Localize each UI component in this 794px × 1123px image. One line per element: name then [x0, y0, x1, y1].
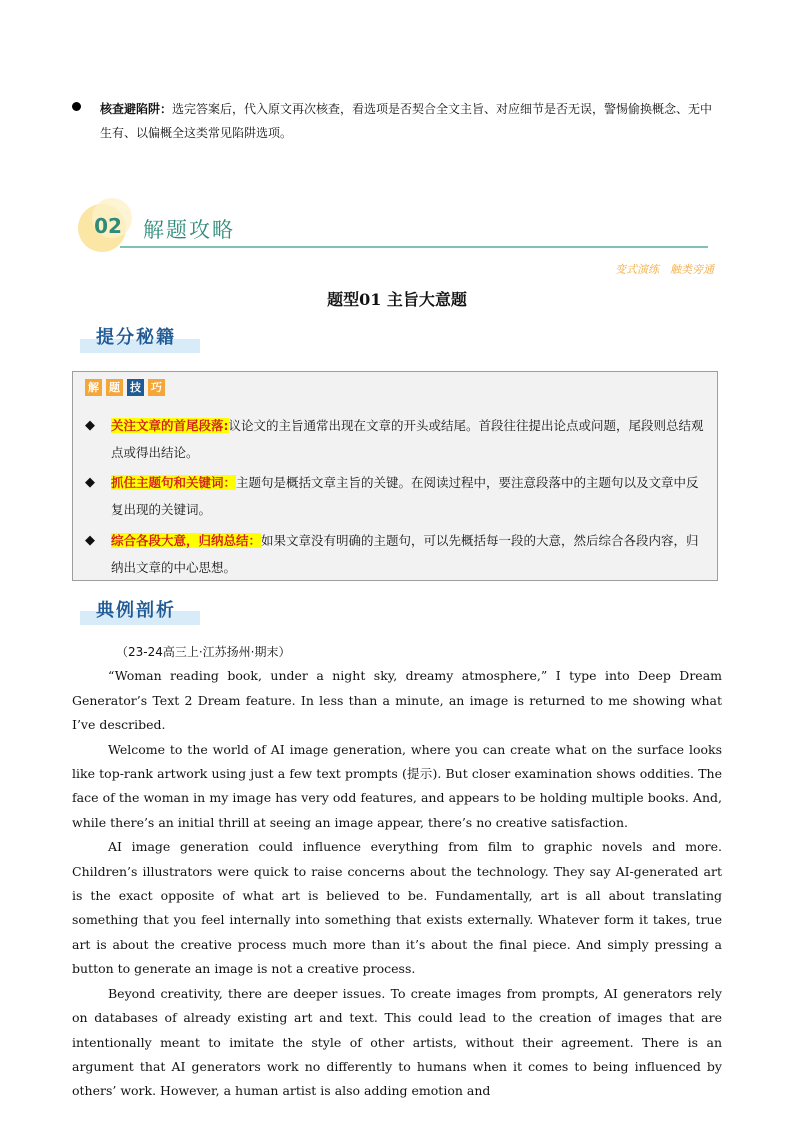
passage-paragraph: AI image generation could influence everything from film to graphic novels and more. Children’s illustrators were quick to raise concerns about the technology. They say AI-generated art is the exact opposite of what art is believed to be. Fundamentally, art is all about translating something that you feel internally into something that exists externally. Whatever form it takes, true art is about the creative process much more than it’s about the final piece. And simply pressing a button to generate an image is not a creative process. — [72, 839, 722, 977]
reading-passage — [72, 640, 722, 1104]
diamond-bullet-icon: ◆ — [85, 418, 95, 433]
tip-item — [85, 469, 705, 523]
tag-qiao: 巧 — [148, 379, 165, 396]
tip-text: 议论文的主旨通常出现在文章的开头或结尾。首段往往提出论点或问题，尾段则总结观点或得出结论。 — [111, 418, 704, 460]
example-label: 典例剖析 — [96, 600, 176, 621]
tip-item — [85, 527, 705, 581]
tag-ji: 技 — [127, 379, 144, 396]
section-divider — [120, 246, 708, 248]
pitfall-bullet — [72, 97, 722, 145]
bullet-bold-label: 核查避陷阱： — [100, 102, 173, 116]
passage-paragraph: “Woman reading book, under a night sky, dreamy atmosphere,” I type into Deep Dream Generator’s Text 2 Dream feature. In less than a minute, an image is returned to me showing what I’ve described. — [72, 668, 722, 733]
passage-source: （23-24高三上·江苏扬州·期末） — [116, 645, 291, 659]
diamond-bullet-icon: ◆ — [85, 475, 95, 490]
tip-highlight: 抓住主题句和关键词： — [111, 475, 237, 490]
tip-text: 如果文章没有明确的主题句，可以先概括每一段的大意，然后综合各段内容，归纳出文章的中心思想。 — [111, 533, 699, 575]
section-number: 02 — [94, 214, 122, 238]
bullet-dot-icon — [72, 102, 81, 111]
tip-item — [85, 412, 705, 466]
passage-paragraph: Beyond creativity, there are deeper issues. To create images from prompts, AI generators rely on databases of already existing art and text. This could lead to the creation of images that are intentionally meant to imitate the style of other artists, without their agreement. There is an argument that AI generators work no differently to humans when it comes to being influenced by others’ work. However, a human artist is also adding emotion and — [72, 985, 722, 1099]
tips-box — [72, 371, 718, 581]
tag-jie: 解 — [85, 379, 102, 396]
diamond-bullet-icon: ◆ — [85, 533, 95, 548]
passage-paragraph: Welcome to the world of AI image generation, where you can create what on the surface looks like top-rank artwork using just a few text prompts (提示). But closer examination shows oddities. The face of the woman in my image has very odd features, and appears to be holding multiple books. And, while there’s an initial thrill at seeing an image appear, there’s no creative satisfaction. — [72, 741, 722, 830]
tip-highlight: 关注文章的首尾段落: — [111, 418, 229, 433]
tips-label: 提分秘籍 — [96, 327, 176, 348]
bullet-text: 选完答案后，代入原文再次核查，看选项是否契合全文主旨、对应细节是否无误，警惕偷换概念、无中生有、以偏概全这类常见陷阱选项。 — [100, 102, 713, 140]
section-title: 解题攻略 — [143, 218, 235, 242]
section-subtitle: 变式演练 触类旁通 — [615, 263, 714, 276]
tip-highlight: 综合各段大意，归纳总结： — [111, 533, 262, 548]
tip-text: 主题句是概括文章主旨的关键。在阅读过程中，要注意段落中的主题句以及文章中反复出现的关键词。 — [111, 475, 699, 517]
question-type-title: 题型01 主旨大意题 — [327, 290, 467, 309]
tag-ti: 题 — [106, 379, 123, 396]
